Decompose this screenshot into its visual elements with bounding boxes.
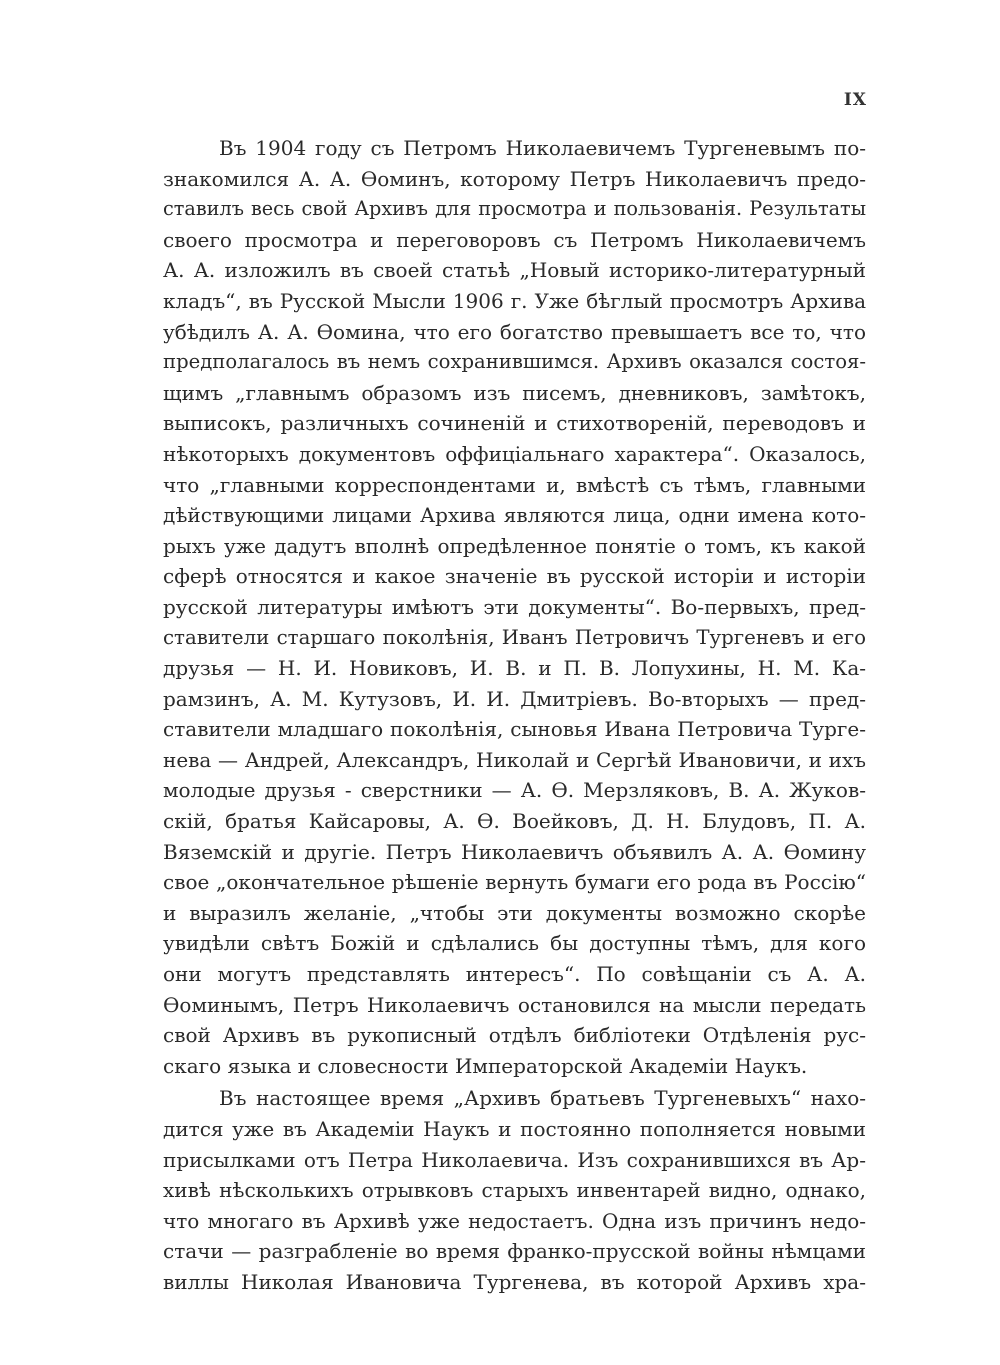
text-line: скій, братья Кайсаровы, А. Ѳ. Воейковъ, Д. Н. Блудовъ, П. А. xyxy=(163,809,866,834)
text-line: что „главными корреспондентами и, вмѣстѣ съ тѣмъ, главными xyxy=(163,472,866,497)
text-line: Въ настоящее время „Архивъ братьевъ Тургеневыхъ“ нахо- xyxy=(219,1086,866,1111)
text-line: ставители старшаго поколѣнія, Иванъ Петровичъ Тургеневъ и его xyxy=(163,625,866,649)
text-line: скаго языка и словесности Императорской Академіи Наукъ. xyxy=(163,1053,808,1078)
text-line: кладъ“, въ Русской Мысли 1906 г. Уже бѣглый просмотръ Архива xyxy=(163,288,866,313)
text-line: Вяземскій и другіе. Петръ Николаевичъ объявилъ А. А. Ѳомину xyxy=(163,839,866,864)
text-line: свое „окончательное рѣшеніе вернуть бумаги его рода въ Россію“ xyxy=(163,870,866,895)
text-line: своего просмотра и переговоровъ съ Петромъ Николаевичемъ xyxy=(163,227,866,252)
text-line: нѣкоторыхъ документовъ оффиціальнаго характера“. Оказалось, xyxy=(163,441,866,466)
text-line: и выразилъ желаніе, „чтобы эти документы возможно скорѣе xyxy=(163,900,866,925)
body-text xyxy=(163,133,866,1298)
text-line: виллы Николая Ивановича Тургенева, въ которой Архивъ хра- xyxy=(163,1269,866,1294)
text-line: увидѣли свѣтъ Божій и сдѣлались бы доступны тѣмъ, для кого xyxy=(163,931,866,956)
text-line: молодые друзья - сверстники — А. Ѳ. Мерзляковъ, В. А. Жуков- xyxy=(163,778,866,803)
text-line: свой Архивъ въ рукописный отдѣлъ библіотеки Отдѣленія рус- xyxy=(163,1023,866,1048)
text-line: А. А. изложилъ въ своей статьѣ „Новый историко-литературный xyxy=(163,258,866,283)
text-line: выписокъ, различныхъ сочиненій и стихотвореній, переводовъ и xyxy=(163,411,866,436)
text-line: дѣйствующими лицами Архива являются лица, одни имена кото- xyxy=(163,503,866,528)
text-line: рамзинъ, А. М. Кутузовъ, И. И. Дмитріевъ. Во-вторыхъ — пред- xyxy=(163,686,866,711)
text-line: нева — Андрей, Александръ, Николай и Сергѣй Ивановичи, и ихъ xyxy=(163,747,866,772)
text-line: присылками отъ Петра Николаевича. Изъ сохранившихся въ Ар- xyxy=(163,1147,866,1172)
text-line: сферѣ относятся и какое значеніе въ русской исторіи и исторіи xyxy=(163,564,866,589)
text-line: Въ 1904 году съ Петромъ Николаевичемъ Тургеневымъ по- xyxy=(219,136,866,160)
text-line: они могутъ представлять интересъ“. По совѣщаніи съ А. А. xyxy=(163,962,866,987)
text-line: рыхъ уже дадутъ вполнѣ опредѣленное понятіе о томъ, къ какой xyxy=(163,533,866,558)
text-line: щимъ „главнымъ образомъ изъ писемъ, дневниковъ, замѣтокъ, xyxy=(163,380,866,405)
text-line: ставилъ весь свой Архивъ для просмотра и пользованія. Результаты xyxy=(163,197,866,221)
text-line: хивѣ нѣсколькихъ отрывковъ старыхъ инвентарей видно, однако, xyxy=(163,1178,866,1203)
page-number: IX xyxy=(843,90,867,110)
text-line: Ѳоминымъ, Петръ Николаевичъ остановился на мысли передать xyxy=(163,992,866,1017)
text-line: друзья — Н. И. Новиковъ, И. В. и П. В. Лопухины, Н. М. Ка- xyxy=(163,656,866,681)
text-line: дится уже въ Академіи Наукъ и постоянно пополняется новыми xyxy=(163,1117,866,1141)
text-line: предполагалось въ немъ сохранившимся. Архивъ оказался состоя- xyxy=(163,350,866,374)
text-line: что многаго въ Архивѣ уже недостаетъ. Одна изъ причинъ недо- xyxy=(163,1208,866,1233)
text-line: знакомился А. А. Ѳоминъ, которому Петръ Николаевичъ предо- xyxy=(163,166,866,191)
paragraph xyxy=(163,1083,866,1297)
text-line: русской литературы имѣютъ эти документы“. Во-первыхъ, пред- xyxy=(163,594,866,619)
text-line: стачи — разграбленіе во время франко-прусской войны нѣмцами xyxy=(163,1239,866,1264)
text-line: убѣдилъ А. А. Ѳомина, что его богатство превышаетъ все то, что xyxy=(163,319,866,344)
text-line: ставители младшаго поколѣнія, сыновья Ивана Петровича Турге- xyxy=(163,717,866,742)
paragraph xyxy=(163,133,866,1081)
